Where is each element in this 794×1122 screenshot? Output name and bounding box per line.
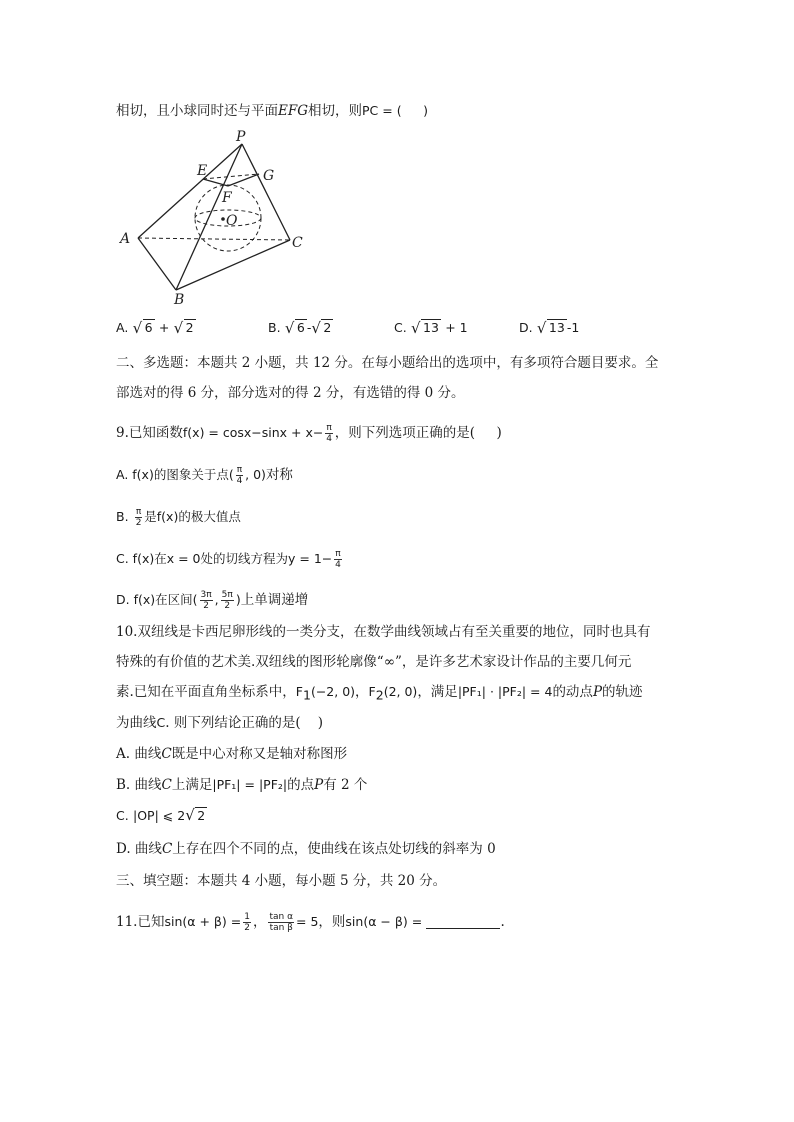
q8-stem: 相切，且小球同时还与平面EFG相切，则PC = ( )	[116, 103, 428, 119]
sqrt-6: √ 6	[133, 320, 155, 335]
edge-ac-hidden	[138, 238, 290, 240]
q11-stem: 11.已知sin(α + β) = $\frac{1}{2}$ ， $\frac{\text{tan α}}{\text{tan β}}$ = 5，则sin(α − β) = .	[116, 912, 505, 933]
q8-option-b[interactable]: B. √ 6 -√ 2	[268, 320, 333, 336]
fraction-pi-2: $\frac{\pi}{2}$	[135, 507, 142, 528]
fraction-pi-4: $\frac{\pi}{4}$	[236, 465, 243, 486]
fraction-5pi-2: $\frac{5\pi}{2}$	[221, 590, 233, 611]
q9-option-a[interactable]: A. f(x)的图象关于点( $\frac{\pi}{4}$ , 0)对称	[116, 465, 293, 486]
q10-stem-line4: 为曲线C. 则下列结论正确的是( )	[116, 715, 324, 731]
fraction-tan-ratio: $\frac{\text{tan α}}{\text{tan β}}$	[269, 912, 294, 933]
fraction-1-2: $\frac{1}{2}$	[244, 912, 250, 933]
label-f: F	[222, 190, 232, 206]
label-o: O	[226, 213, 238, 229]
edge-ab	[138, 238, 176, 290]
section2-heading-line2: 部选对的得 6 分，部分选对的得 2 分，有选错的得 0 分。	[116, 385, 465, 401]
edge-pc	[242, 144, 290, 240]
q9-option-b[interactable]: B. $\frac{\pi}{2}$ 是f(x)的极大值点	[116, 507, 241, 528]
answer-blank[interactable]	[426, 914, 500, 929]
q10-stem-line2: 特殊的有价值的艺术美.双纽线的图形轮廓像“∞”，是许多艺术家设计作品的主要几何元	[116, 654, 632, 670]
q9-stem: 9.已知函数f(x) = cosx−sinx + x− $\frac{\pi}{4}$ ，则下列选项正确的是( )	[116, 423, 502, 444]
label-a: A	[120, 231, 131, 247]
q10-stem-line3: 素.已知在平面直角坐标系中，$F_1(-2$, 0)，$F_2(2$, 0)，满足|PF₁| · |PF₂| = 4的动点P的轨迹	[116, 684, 643, 703]
sqrt-2: √ 2	[185, 806, 207, 826]
label-g: G	[263, 168, 275, 184]
section2-heading-line1: 二、多选题：本题共 2 小题，共 12 分。在每小题给出的选项中，有多项符合题目要求。全	[116, 355, 659, 371]
sqrt-13: √ 13	[411, 320, 441, 335]
q8-option-a[interactable]: A. √ 6 + √ 2	[116, 320, 196, 336]
q8-option-c[interactable]: C. √ 13 + 1	[394, 320, 468, 336]
label-b: B	[174, 292, 185, 306]
edge-bc	[176, 240, 290, 290]
edge-eg-hidden	[203, 174, 259, 179]
fraction-pi-4: $\frac{\pi}{4}$	[335, 549, 341, 570]
sqrt-6: √ 6	[285, 320, 307, 335]
fraction-3pi-2: $\frac{3\pi}{2}$	[200, 590, 212, 611]
label-p: P	[236, 130, 246, 145]
center-point-o	[221, 217, 225, 221]
sqrt-2: √ 2	[174, 320, 196, 335]
q8-option-d[interactable]: D. √ 13 -1	[519, 320, 579, 336]
q10-option-a[interactable]: A. 曲线C既是中心对称又是轴对称图形	[116, 746, 348, 762]
section3-heading: 三、填空题：本题共 4 小题，每小题 5 分，共 20 分。	[116, 873, 447, 889]
q10-stem-line1: 10.双纽线是卡西尼卵形线的一类分支，在数学曲线领域占有至关重要的地位，同时也具有	[116, 624, 651, 640]
q10-option-c[interactable]: C. |OP| ⩽ 2√ 2	[116, 806, 207, 826]
q9-option-c[interactable]: C. f(x)在x = 0处的切线方程为y = 1− $\frac{\pi}{4}$	[116, 549, 341, 570]
sqrt-13: √ 13	[537, 320, 567, 335]
pyramid-sphere-figure	[112, 130, 312, 306]
q9-option-d[interactable]: D. f(x)在区间( $\frac{3\pi}{2}$ , $\frac{5\pi}{2}$ )上单调递增	[116, 590, 309, 611]
fraction-pi-4: $\frac{\pi}{4}$	[326, 423, 332, 444]
q10-option-d[interactable]: D. 曲线C上存在四个不同的点，使曲线在该点处切线的斜率为 0	[116, 841, 496, 857]
q10-option-b[interactable]: B. 曲线C上满足|PF₁| = |PF₂|的点P有 2 个	[116, 777, 368, 793]
edge-fg	[228, 174, 259, 186]
label-c: C	[292, 235, 303, 251]
sqrt-2: √ 2	[311, 320, 333, 335]
label-e: E	[197, 163, 208, 179]
